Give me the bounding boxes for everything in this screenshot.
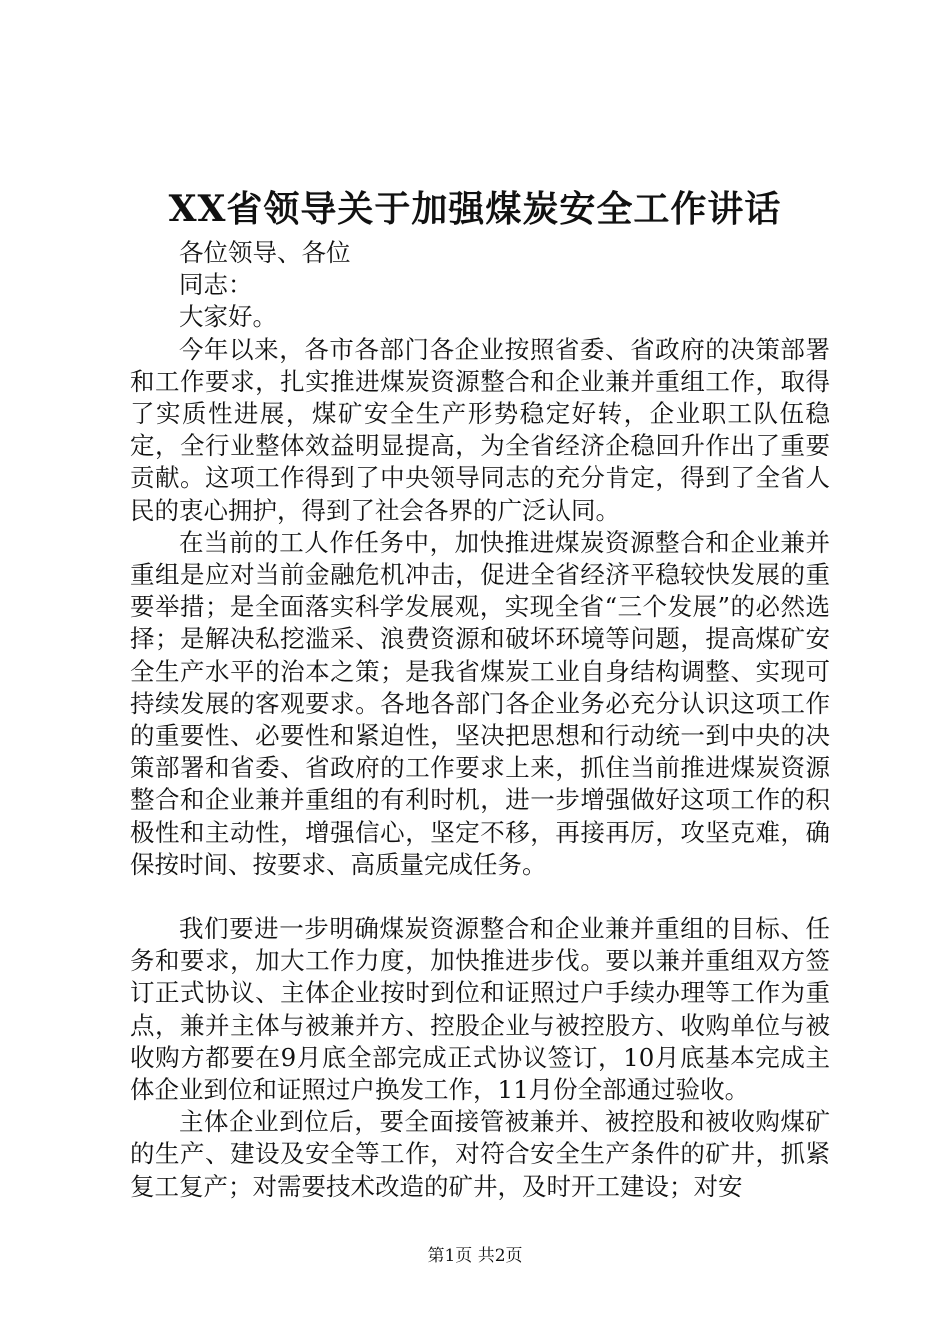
paragraph-targets: 我们要进一步明确煤炭资源整合和企业兼并重组的目标、任务和要求，加大工作力度，加快推进步伐。要以兼并重组双方签订正式协议、主体企业按时到位和证照过户手续办理等工作为重点，兼并主体与被兼并方、控股企业与被控股方、收购单位与被收购方都要在9月底全部完成正式协议签订，10月底基本完成主体企业到位和证照过户换发工作，11月份全部通过验收。 xyxy=(130,914,830,1105)
paragraph-importance: 在当前的工人作任务中，加快推进煤炭资源整合和企业兼并重组是应对当前金融危机冲击，促进全省经济平稳较快发展的重要举措；是全面落实科学发展观，实现全省“三个发展”的必然选择；是解决私挖滥采、浪费资源和破坏环境等问题，提高煤矿安全生产水平的治本之策；是我省煤炭工业自身结构调整、实现可持续发展的客观要求。各地各部门各企业务必充分认识这项工作的重要性、必要性和紧迫性，坚决把思想和行动统一到中央的决策部署和省委、省政府的工作要求上来，抓住当前推进煤炭资源整合和企业兼并重组的有利时机，进一步增强做好这项工作的积极性和主动性，增强信心，坚定不移，再接再厉，攻坚克难，确保按时间、按要求、高质量完成任务。 xyxy=(130,527,830,879)
salutation-line-1: 各位领导、各位 xyxy=(179,238,351,267)
salutation-line-2: 同志： xyxy=(179,270,253,300)
page-footer: 第1页 共2页 xyxy=(427,1246,523,1266)
document-body xyxy=(130,237,830,1203)
paragraph-progress: 今年以来，各市各部门各企业按照省委、省政府的决策部署和工作要求，扎实推进煤炭资源整合和企业兼并重组工作，取得了实质性进展，煤矿安全生产形势稳定好转，企业职工队伍稳定，全行业整体效益明显提高，为全省经济企稳回升作出了重要贡献。这项工作得到了中央领导同志的充分肯定，得到了全省人民的衷心拥护，得到了社会各界的广泛认同。 xyxy=(130,334,830,525)
document-title: XX省领导关于加强煤炭安全工作讲话 xyxy=(168,188,782,230)
greeting: 大家好。 xyxy=(179,302,277,332)
paragraph-takeover: 主体企业到位后，要全面接管被兼并、被控股和被收购煤矿的生产、建设及安全等工作，对符合安全生产条件的矿井，抓紧复工复产；对需要技术改造的矿井，及时开工建设；对安 xyxy=(130,1107,830,1201)
